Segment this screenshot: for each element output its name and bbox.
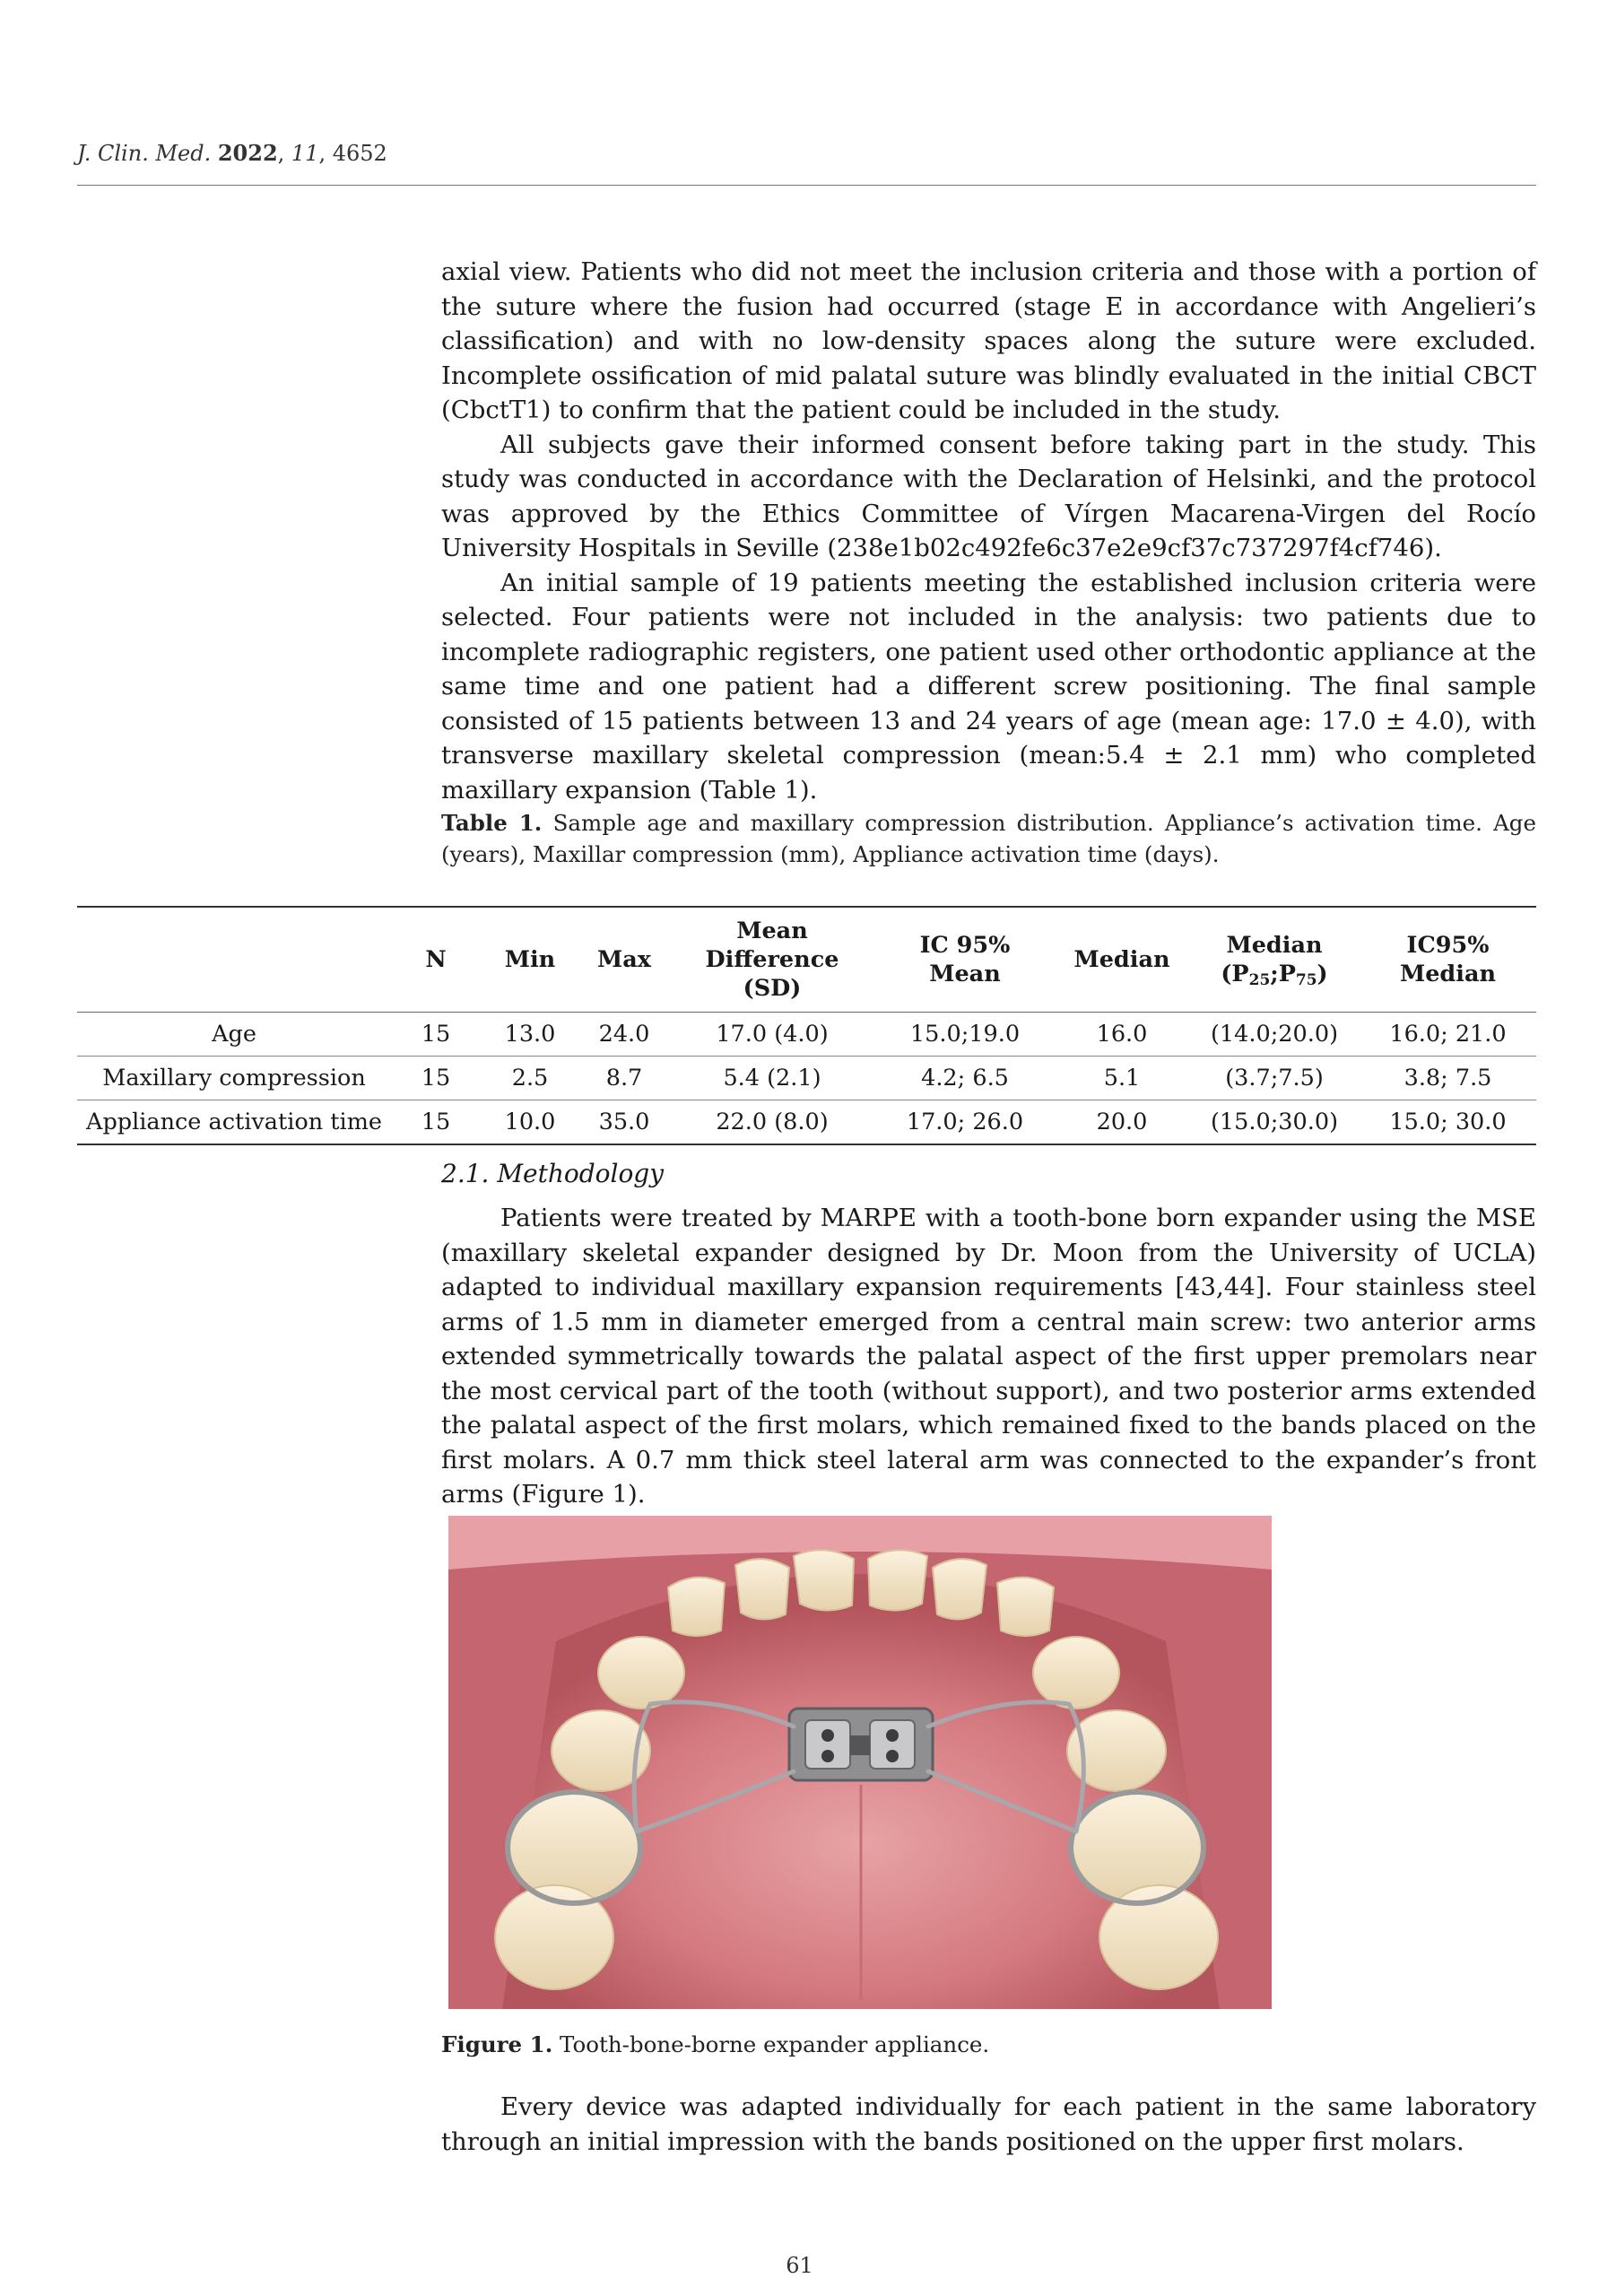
- journal-year: 2022: [217, 140, 278, 166]
- cell-min: 10.0: [504, 1109, 556, 1135]
- cell-median: 16.0: [1096, 1021, 1148, 1048]
- table-row-age: [77, 1013, 1536, 1057]
- cell-median: 5.1: [1103, 1065, 1141, 1091]
- running-head: J. Clin. Med. 2022, 11, 4652: [77, 140, 387, 166]
- paragraph-5: Every device was adapted individually for each patient in the same laboratory through an initial impression with the bands positioned on the upper first molars.: [441, 2092, 1536, 2156]
- cell-median-iqr: (15.0;30.0): [1210, 1109, 1339, 1135]
- cell-ic95-median: 15.0; 30.0: [1389, 1109, 1507, 1135]
- article-number: 4652: [332, 141, 387, 166]
- cell-median-iqr: (3.7;7.5): [1225, 1065, 1324, 1091]
- cell-ic95-mean: 15.0;19.0: [909, 1021, 1021, 1048]
- cell-max: 8.7: [605, 1065, 643, 1091]
- cell-ic95-median: 3.8; 7.5: [1403, 1065, 1492, 1091]
- cell-median: 20.0: [1096, 1109, 1148, 1135]
- cell-min: 2.5: [511, 1065, 549, 1091]
- header-ic95-mean: IC 95% Mean: [919, 932, 1011, 987]
- row-label: Maxillary compression: [102, 1065, 366, 1091]
- paragraph-2: All subjects gave their informed consent before taking part in the study. This study was conducted in accordance with the Declaration of Helsinki, and the protocol was approved by the Ethics Committee of Vírgen Macarena-Virgen del Rocío University Hospitals in Seville (238e1b02c492fe6c37e2e9cf37c737297f4cf746).: [441, 430, 1536, 562]
- cell-median-iqr: (14.0;20.0): [1210, 1021, 1339, 1048]
- journal-volume: 11: [291, 141, 319, 166]
- table-caption-text: Sample age and maxillary compression distribution. Appliance’s activation time. Age (years), Maxillar compression (mm), Appliance activation time (days).: [441, 810, 1536, 867]
- cell-max: 35.0: [598, 1109, 650, 1135]
- closing-text: [441, 2090, 1536, 2159]
- methodology-text: [441, 1201, 1536, 1512]
- figure-caption-text: Tooth-bone-borne expander appliance.: [560, 2031, 990, 2057]
- table-label: Table 1.: [441, 810, 543, 836]
- cell-ic95-mean: 4.2; 6.5: [921, 1065, 1009, 1091]
- header-max: Max: [597, 946, 651, 973]
- table-1: [77, 906, 1536, 1145]
- journal-name: J. Clin. Med.: [77, 141, 212, 166]
- cell-mean-sd: 5.4 (2.1): [723, 1065, 821, 1091]
- header-ic95-median: IC95% Median: [1399, 932, 1497, 987]
- figure-1-photo: [448, 1516, 1272, 2009]
- header-n: N: [425, 946, 447, 973]
- row-label: Age: [212, 1021, 256, 1048]
- expander-screw: [789, 1709, 933, 1780]
- cell-mean-sd: 22.0 (8.0): [716, 1109, 829, 1135]
- header-divider: [77, 185, 1536, 186]
- cell-n: 15: [421, 1065, 451, 1091]
- cell-max: 24.0: [598, 1021, 650, 1048]
- cell-min: 13.0: [504, 1021, 556, 1048]
- row-label: Appliance activation time: [86, 1109, 382, 1135]
- cell-ic95-mean: 17.0; 26.0: [906, 1109, 1024, 1135]
- paragraph-1: axial view. Patients who did not meet the inclusion criteria and those with a portion of the suture where the fusion had occurred (stage E in accordance with Angelieri’s classification) and with no low-density spaces along the suture were excluded. Incomplete ossification of mid palatal suture was blindly evaluated in the initial CBCT (CbctT1) to confirm that the patient could be included in the study.: [441, 257, 1536, 424]
- table-row-activation-time: [77, 1100, 1536, 1145]
- section-heading: 2.1. Methodology: [441, 1159, 665, 1188]
- cell-n: 15: [421, 1109, 451, 1135]
- header-empty: [77, 907, 391, 1013]
- cell-ic95-median: 16.0; 21.0: [1389, 1021, 1507, 1048]
- paragraph-3: An initial sample of 19 patients meeting the established inclusion criteria were selected. Four patients were not included in the analysis: two patients due to incomplete radiographic registers, one patient used other orthodontic appliance at the same time and one patient had a different screw positioning. The final sample consisted of 15 patients between 13 and 24 years of age (mean age: 17.0 ± 4.0), with transverse maxillary skeletal compression (mean:5.4 ± 2.1 mm) who completed maxillary expansion (Table 1).: [441, 568, 1536, 804]
- table-caption: [441, 807, 1536, 870]
- paragraph-4: Patients were treated by MARPE with a tooth-bone born expander using the MSE (maxillary skeletal expander designed by Dr. Moon from the University of UCLA) adapted to individual maxillary expansion requirements [43,44]. Four stainless steel arms of 1.5 mm in diameter emerged from a central main screw: two anterior arms extended symmetrically towards the palatal aspect of the first upper premolars near the most cervical part of the tooth (without support), and two posterior arms extended the palatal aspect of the first molars, which remained fixed to the bands placed on the first molars. A 0.7 mm thick steel lateral arm was connected to the expander’s front arms (Figure 1).: [441, 1204, 1536, 1509]
- table-row-maxillary-compression: [77, 1057, 1536, 1100]
- page-number: 61: [786, 2253, 813, 2278]
- cell-mean-sd: 17.0 (4.0): [716, 1021, 829, 1048]
- table-header-row: [77, 907, 1536, 1013]
- figure-caption: [441, 2029, 1536, 2060]
- header-min: Min: [504, 946, 556, 973]
- intro-text: [441, 255, 1536, 807]
- header-median: Median: [1073, 946, 1170, 973]
- header-median-percentiles: Median $(P_{25};P_{75})$: [1221, 932, 1328, 989]
- expander-illustration: [448, 1516, 1272, 2009]
- cell-n: 15: [421, 1021, 451, 1048]
- figure-label: Figure 1.: [441, 2031, 553, 2057]
- header-mean-difference: Mean Difference (SD): [705, 918, 839, 1002]
